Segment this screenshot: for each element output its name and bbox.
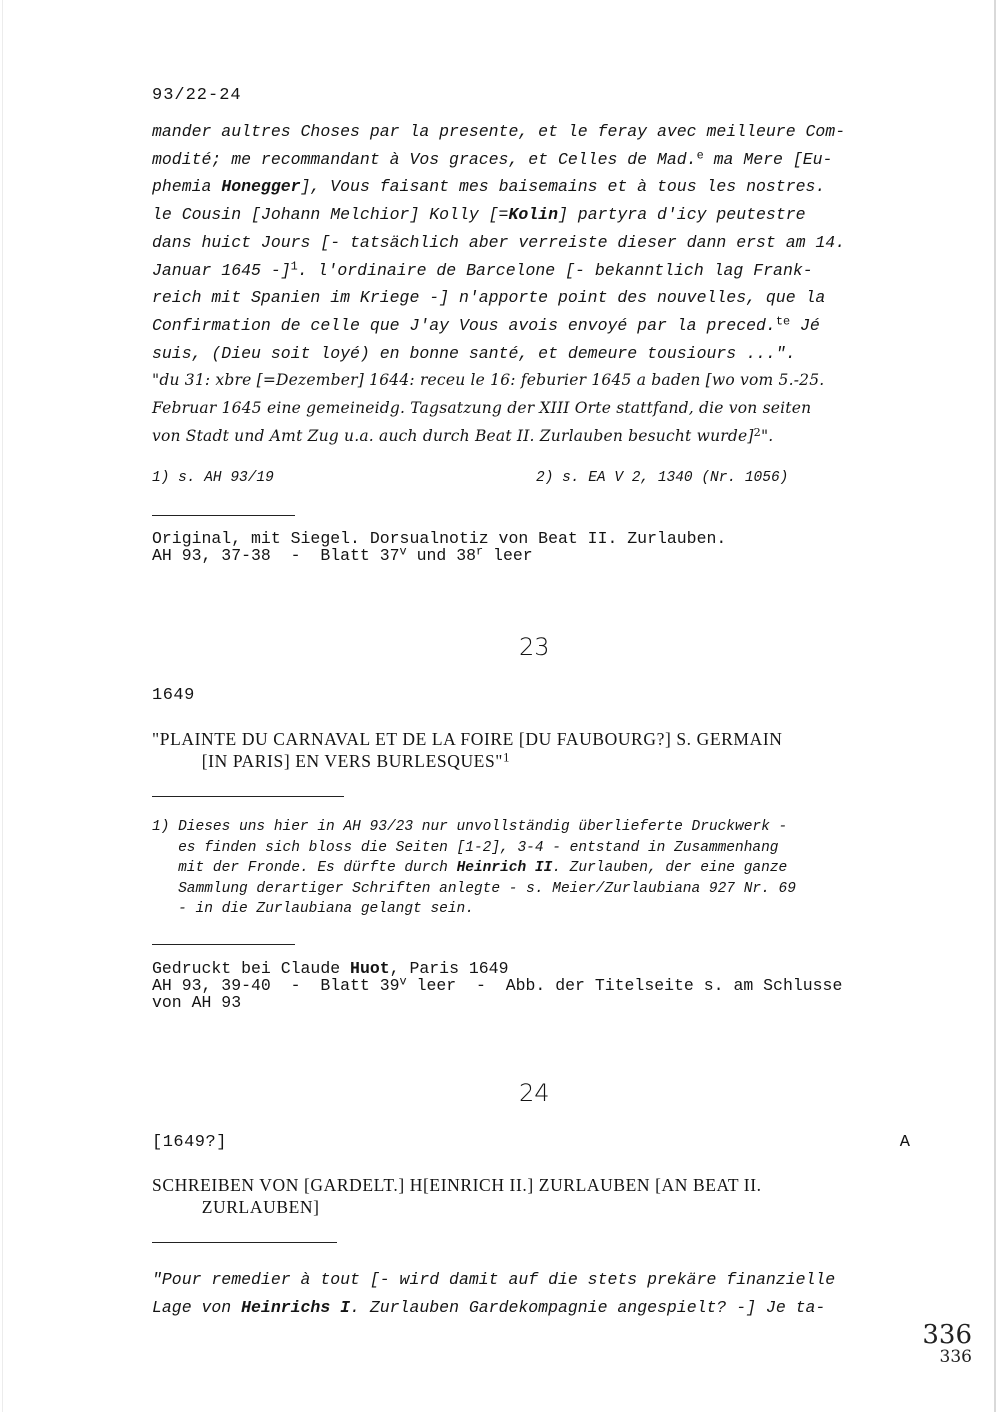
letter-line: le Cousin [Johann Melchior] Kolly [=Kolin] partyra d'icy peutestre xyxy=(152,205,806,225)
footnote-line: es finden sich bloss die Seiten [1-2], 3-4 - entstand in Zusammenhang xyxy=(152,839,779,856)
source-line: von AH 93 xyxy=(152,993,242,1012)
page-number xyxy=(922,1320,972,1368)
entry-marker: A xyxy=(899,1133,910,1152)
footnote-line: mit der Fronde. Es dürfte durch Heinrich II. Zurlauben, der eine ganze xyxy=(152,860,788,876)
document-reference: 93/22-24 xyxy=(152,86,242,105)
entry-title xyxy=(152,1174,762,1218)
footnote-line: - in die Zurlaubiana gelangt sein. xyxy=(152,901,474,917)
letter-line: dans huict Jours [- tatsächlich aber verreiste dieser dann erst am 14. xyxy=(152,232,846,252)
divider xyxy=(152,515,295,516)
source-line: AH 93, 39-40 - Blatt 39$^v$ leer - Abb. der Titelseite s. am Schlusse xyxy=(152,974,843,995)
entry-year: [1649?] xyxy=(152,1133,227,1152)
letter-line: Lage von Heinrichs I. Zurlauben Gardekompagnie angespielt? -] Je ta- xyxy=(152,1297,826,1317)
letter-line: mander aultres Choses par la presente, et le feray avec meilleure Com- xyxy=(152,122,846,141)
page-number-main: 336 xyxy=(922,1320,972,1350)
letter-line: modité; me recommandant à Vos graces, et Celles de Mad.$^e$ ma Mere [Eu- xyxy=(152,148,833,169)
scan-edge-left xyxy=(2,0,3,1412)
letter-line: reich mit Spanien im Kriege -] n'apporte point des nouvelles, que la xyxy=(152,288,826,308)
letter-line: phemia Honegger], Vous faisant mes baisemains et à tous les nostres. xyxy=(152,177,826,197)
source-line: AH 93, 37-38 - Blatt 37$^v$ und 38$^r$ leer xyxy=(152,544,533,565)
title-line: ZURLAUBEN] xyxy=(201,1197,320,1217)
footnote-2: 2) s. EA V 2, 1340 (Nr. 1056) xyxy=(536,470,789,486)
footnote-line: 1) Dieses uns hier in AH 93/23 nur unvollständig überlieferte Druckwerk - xyxy=(152,819,788,835)
footnote-1: 1) s. AH 93/19 xyxy=(152,470,274,486)
source-note xyxy=(152,960,842,1011)
letter-line: suis, (Dieu soit loyé) en bonne santé, et demeure tousiours ...". xyxy=(152,343,796,363)
handwritten-line: von Stadt und Amt Zug u.a. auch durch Beat II. Zurlauben besucht wurde]$^2$". xyxy=(152,425,774,445)
handwritten-line: "du 31: xbre [=Dezember] 1644: receu le 16: feburier 1645 a baden [wo vom 5.-25. xyxy=(152,371,825,390)
source-line: Original, mit Siegel. Dorsualnotiz von Beat II. Zurlauben. xyxy=(152,529,727,548)
letter-text xyxy=(152,1266,912,1321)
page-number-secondary: 336 xyxy=(939,1347,972,1367)
source-line: Gedruckt bei Claude Huot, Paris 1649 xyxy=(152,959,509,978)
entry-year: 1649 xyxy=(152,686,195,705)
handwritten-line: Februar 1645 eine gemeineidg. Tagsatzung der XIII Orte stattfand, die von seiten xyxy=(152,399,812,418)
title-line: SCHREIBEN VON [GARDELT.] H[EINRICH II.] ZURLAUBEN [AN BEAT II. xyxy=(152,1175,762,1195)
title-line: "PLAINTE DU CARNAVAL ET DE LA FOIRE [DU FAUBOURG?] S. GERMAIN xyxy=(152,729,783,749)
entry-number: 23 xyxy=(519,633,550,661)
title-line: [IN PARIS] EN VERS BURLESQUES"$^1$ xyxy=(201,750,510,771)
letter-text xyxy=(152,118,912,450)
entry-title xyxy=(152,728,783,772)
footnote-line: Sammlung derartiger Schriften anlegte - s. Meier/Zurlaubiana 927 Nr. 69 xyxy=(152,880,796,897)
entry-footnote xyxy=(152,817,912,920)
source-note xyxy=(152,530,726,564)
letter-line: "Pour remedier à tout [- wird damit auf die stets prekäre finanzielle xyxy=(152,1270,836,1289)
divider xyxy=(152,944,295,945)
scan-edge-right xyxy=(994,0,996,1412)
divider xyxy=(152,796,344,797)
divider xyxy=(152,1242,337,1243)
letter-line: Confirmation de celle que J'ay Vous avois envoyé par la preced.$^{te}$ Jé xyxy=(152,314,820,335)
letter-line: Januar 1645 -]$^1$. l'ordinaire de Barcelone [- bekanntlich lag Frank- xyxy=(152,259,813,280)
entry-number: 24 xyxy=(519,1079,550,1107)
